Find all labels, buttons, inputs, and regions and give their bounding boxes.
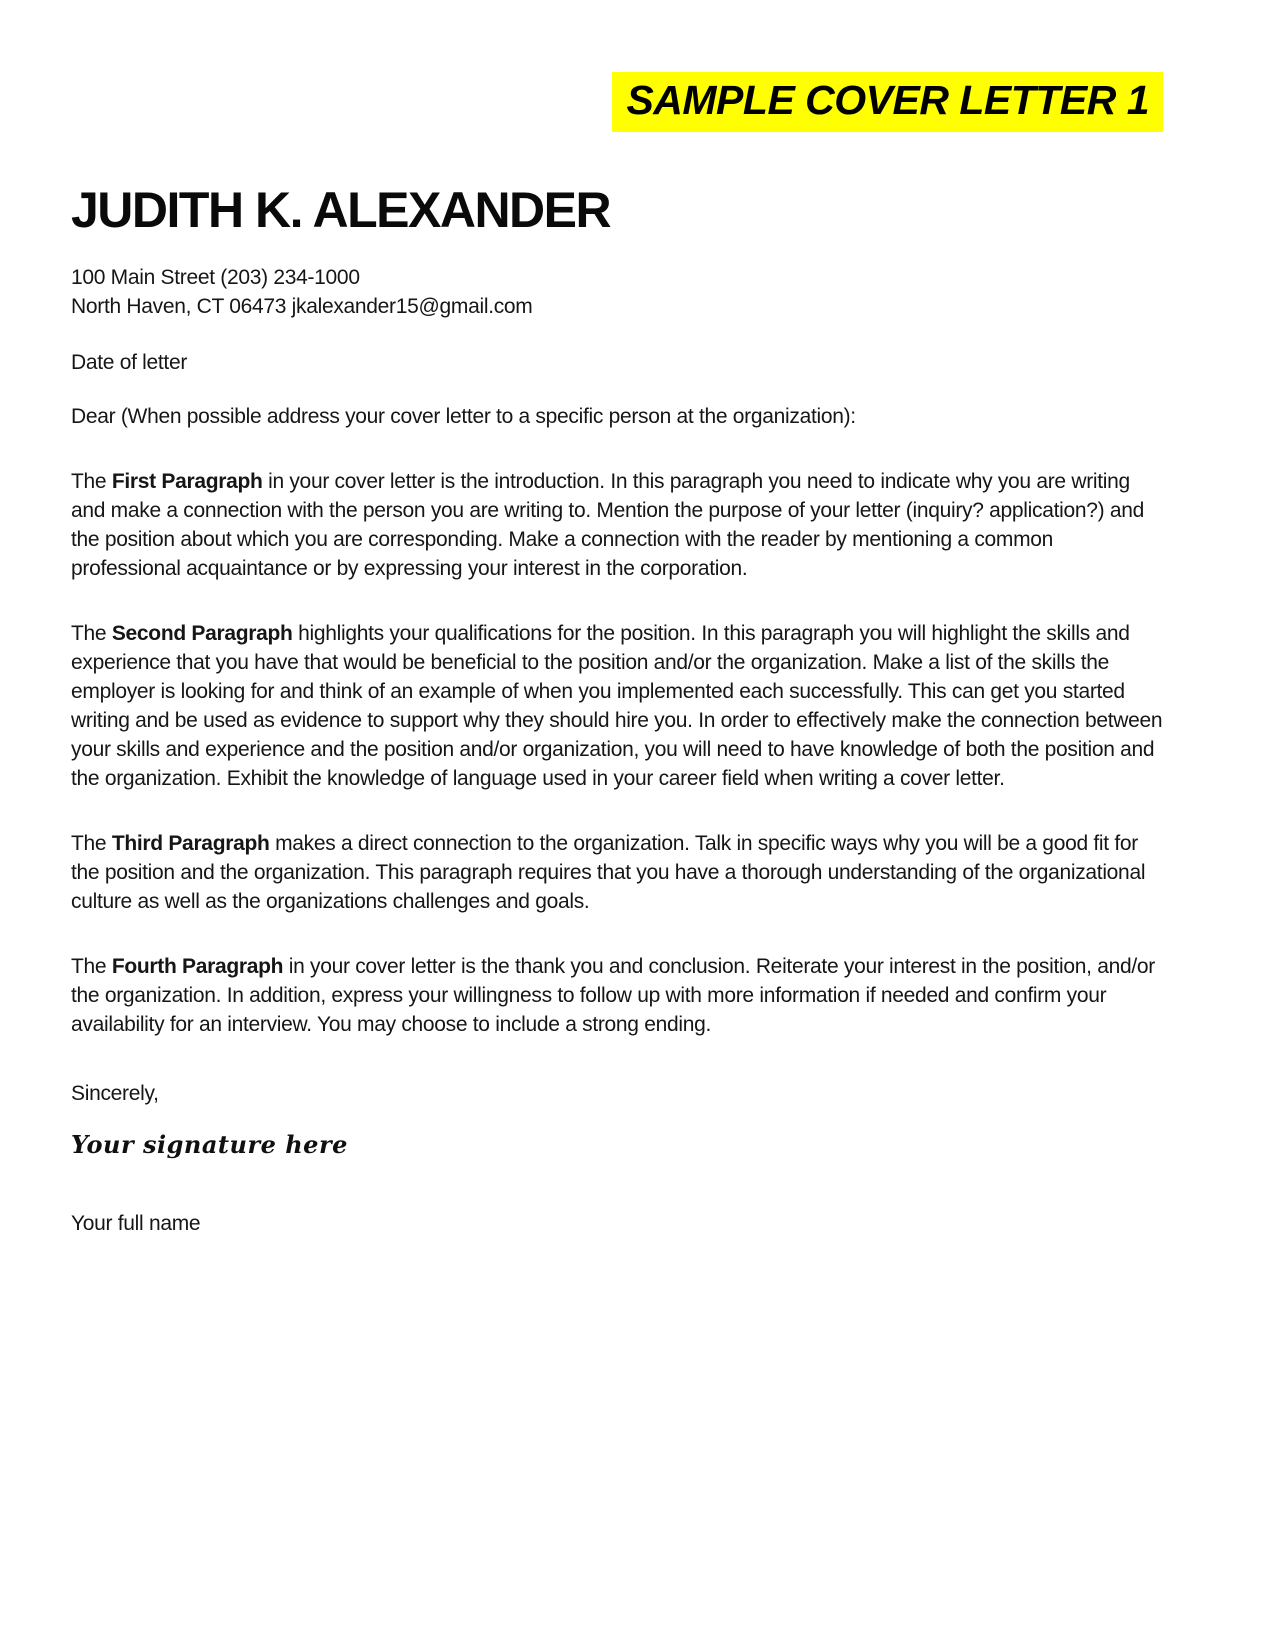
banner-row <box>71 0 1163 132</box>
paragraph-fourth-prefix: The <box>71 954 112 978</box>
paragraph-fourth-text: in your cover letter is the thank you and conclusion. Reiterate your interest in the position, and/or the organization. In addition, express your willingness to follow up with more information if needed and confirm your availability for an interview. You may choose to include a strong ending. <box>71 954 1155 1036</box>
paragraph-second <box>71 619 1163 793</box>
paragraph-third-text: makes a direct connection to the organization. Talk in specific ways why you will be a good fit for the position and the organization. This paragraph requires that you have a thorough understanding of the organizational culture as well as the organizations challenges and goals. <box>71 831 1146 913</box>
closing: Sincerely, <box>71 1081 159 1105</box>
letterhead-contact <box>71 263 1163 321</box>
contact-address-phone: 100 Main Street (203) 234-1000 <box>71 265 360 289</box>
paragraph-fourth <box>71 952 1163 1039</box>
paragraph-third-prefix: The <box>71 831 112 855</box>
letterhead-name: JUDITH K. ALEXANDER <box>71 182 611 238</box>
signature-placeholder: Your signature here <box>71 1129 348 1159</box>
contact-city-email: North Haven, CT 06473 jkalexander15@gmail.com <box>71 294 533 318</box>
full-name-placeholder: Your full name <box>71 1211 201 1235</box>
paragraph-first-label: First Paragraph <box>111 469 263 493</box>
paragraph-third <box>71 829 1163 916</box>
date-placeholder: Date of letter <box>71 350 188 374</box>
paragraph-first-prefix: The <box>71 469 112 493</box>
paragraph-second-prefix: The <box>71 621 112 645</box>
paragraph-second-text: highlights your qualifications for the position. In this paragraph you will highlight the skills and experience that you have that would be beneficial to the position and/or the organization. Make a list of the skills the employer is looking for and think of an example of when you implemented each successfully. This can get you started writing and be used as evidence to support why they should hire you. In order to effectively make the connection between your skills and experience and the position and/or organization, you will need to have knowledge of both the position and the organization. Exhibit the knowledge of language used in your career field when writing a cover letter. <box>71 621 1163 790</box>
paragraph-fourth-label: Fourth Paragraph <box>111 954 284 978</box>
paragraph-first <box>71 467 1163 583</box>
paragraph-second-label: Second Paragraph <box>111 621 293 645</box>
salutation: Dear (When possible address your cover letter to a specific person at the organization): <box>71 404 856 428</box>
sample-cover-letter-banner: SAMPLE COVER LETTER 1 <box>612 72 1163 132</box>
paragraph-third-label: Third Paragraph <box>111 831 270 855</box>
paragraph-first-text: in your cover letter is the introduction. In this paragraph you need to indicate why you are writing and make a connection with the person you are writing to. Mention the purpose of your letter (inquiry? application?) and the position about which you are corresponding. Make a connection with the reader by mentioning a common professional acquaintance or by expressing your interest in the corporation. <box>71 469 1144 580</box>
